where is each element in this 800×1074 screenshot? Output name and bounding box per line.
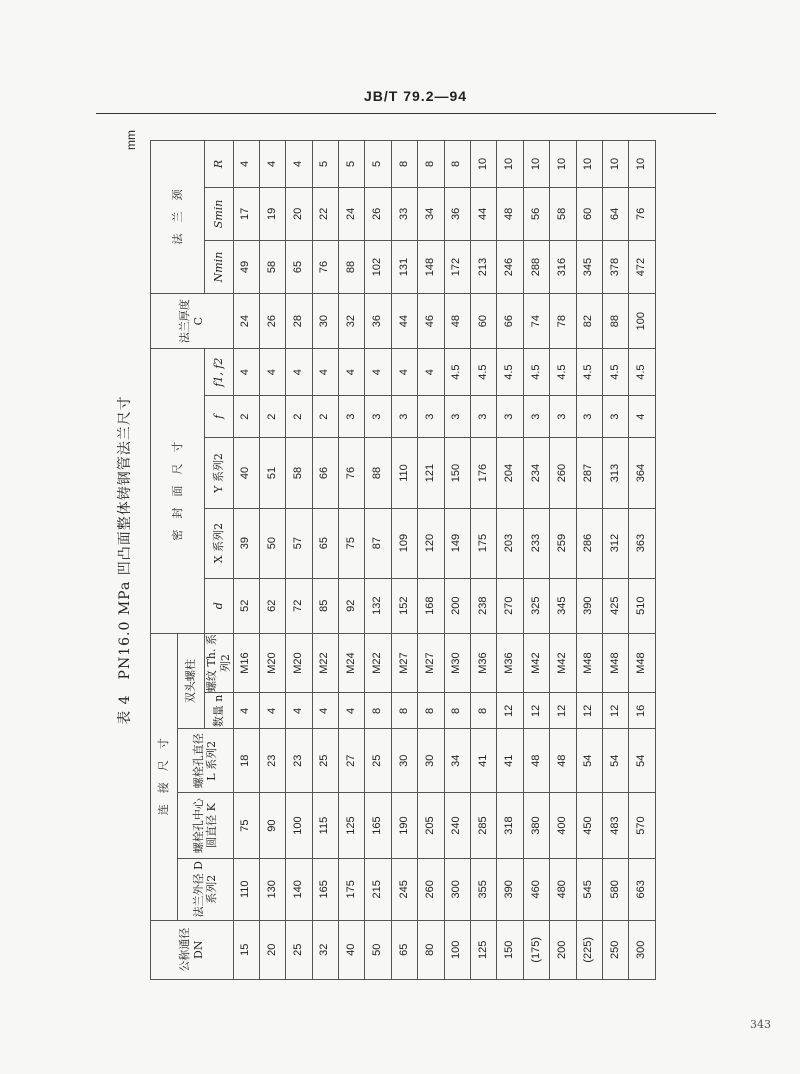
- header-th: 螺纹 Th. 系列2: [205, 634, 232, 693]
- flange-dimension-table: [150, 140, 656, 980]
- table-cell: 64: [602, 187, 628, 240]
- table-cell: 54: [602, 729, 628, 793]
- table-cell: 88: [365, 438, 391, 508]
- table-cell: 4: [418, 349, 444, 396]
- table-cell: 75: [339, 508, 365, 578]
- table-cell: 8: [391, 693, 417, 729]
- table-cell: 60: [576, 187, 602, 240]
- table-cell: 4: [339, 693, 365, 729]
- table-cell: 10: [550, 141, 576, 188]
- table-cell: 25: [312, 729, 338, 793]
- table-cell: 472: [629, 240, 655, 293]
- table-row: [576, 141, 602, 980]
- table-cell: 4: [259, 349, 285, 396]
- table-cell: 131: [391, 240, 417, 293]
- table-cell: 25: [286, 920, 312, 979]
- table-cell: M22: [312, 633, 338, 693]
- table-cell: 48: [523, 729, 549, 793]
- header-f1f2: f1, f2: [205, 349, 234, 396]
- table-cell: 260: [550, 438, 576, 508]
- table-cell: M20: [286, 633, 312, 693]
- table-cell: 663: [629, 858, 655, 920]
- table-cell: (225): [576, 920, 602, 979]
- unit-label: mm: [124, 130, 138, 150]
- table-cell: 4: [629, 396, 655, 438]
- table-cell: 4: [259, 693, 285, 729]
- group-stud: 双头螺柱: [178, 633, 205, 729]
- table-cell: 234: [523, 438, 549, 508]
- table-row: [523, 141, 549, 980]
- table-cell: 3: [576, 396, 602, 438]
- group-sealing: 密 封 面 尺 寸: [151, 349, 205, 634]
- table-cell: 480: [550, 858, 576, 920]
- table-cell: 12: [550, 693, 576, 729]
- table-cell: 50: [259, 508, 285, 578]
- table-cell: 88: [602, 294, 628, 349]
- table-cell: 26: [259, 294, 285, 349]
- table-cell: 50: [365, 920, 391, 979]
- table-cell: 34: [418, 187, 444, 240]
- table-row: [471, 141, 497, 980]
- table-cell: 2: [312, 396, 338, 438]
- table-cell: M42: [550, 633, 576, 693]
- table-cell: 10: [602, 141, 628, 188]
- header-N: Nmin: [205, 240, 234, 293]
- table-cell: 238: [471, 578, 497, 633]
- table-cell: 355: [471, 858, 497, 920]
- table-cell: 8: [444, 141, 470, 188]
- table-cell: 100: [286, 793, 312, 859]
- table-cell: 5: [339, 141, 365, 188]
- table-cell: 10: [629, 141, 655, 188]
- header-dn: 公称通径 DN: [151, 920, 234, 979]
- table-cell: 175: [339, 858, 365, 920]
- table-cell: 8: [418, 693, 444, 729]
- table-cell: 76: [339, 438, 365, 508]
- table-title: 表 4 PN16.0 MPa 凹凸面整体铸钢管法兰尺寸: [117, 395, 133, 725]
- table-cell: 3: [444, 396, 470, 438]
- table-cell: 2: [286, 396, 312, 438]
- table-cell: M27: [418, 633, 444, 693]
- table-cell: 120: [418, 508, 444, 578]
- standard-code: JB/T 79.2—94: [364, 88, 468, 104]
- table-row: [391, 141, 417, 980]
- header-L: 螺栓孔直径 L 系列2: [178, 729, 234, 793]
- table-cell: 150: [497, 920, 523, 979]
- table-cell: 390: [497, 858, 523, 920]
- table-cell: 12: [523, 693, 549, 729]
- table-cell: 4: [259, 141, 285, 188]
- table-cell: 313: [602, 438, 628, 508]
- table-cell: 205: [418, 793, 444, 859]
- table-cell: 17: [233, 187, 259, 240]
- table-cell: M24: [339, 633, 365, 693]
- table-cell: 200: [444, 578, 470, 633]
- table-cell: 121: [418, 438, 444, 508]
- table-row: [233, 141, 259, 980]
- rotated-table-area: [117, 130, 670, 980]
- table-cell: M22: [365, 633, 391, 693]
- table-cell: 27: [339, 729, 365, 793]
- table-cell: 4: [286, 349, 312, 396]
- table-row: [602, 141, 628, 980]
- table-cell: 82: [576, 294, 602, 349]
- table-cell: 66: [312, 438, 338, 508]
- table-cell: 4: [312, 693, 338, 729]
- table-cell: 250: [602, 920, 628, 979]
- table-cell: 80: [418, 920, 444, 979]
- table-cell: 190: [391, 793, 417, 859]
- table-cell: 245: [391, 858, 417, 920]
- table-cell: 12: [497, 693, 523, 729]
- table-cell: 30: [391, 729, 417, 793]
- table-cell: 150: [444, 438, 470, 508]
- table-cell: 3: [497, 396, 523, 438]
- table-cell: 148: [418, 240, 444, 293]
- table-cell: 318: [497, 793, 523, 859]
- table-cell: 51: [259, 438, 285, 508]
- table-cell: 125: [339, 793, 365, 859]
- table-cell: 41: [471, 729, 497, 793]
- table-cell: M16: [233, 633, 259, 693]
- table-cell: 39: [233, 508, 259, 578]
- table-cell: 140: [286, 858, 312, 920]
- table-cell: 425: [602, 578, 628, 633]
- table-cell: 19: [259, 187, 285, 240]
- table-row: [312, 141, 338, 980]
- table-cell: 168: [418, 578, 444, 633]
- table-cell: 12: [602, 693, 628, 729]
- table-cell: 3: [391, 396, 417, 438]
- table-cell: 545: [576, 858, 602, 920]
- table-row: [339, 141, 365, 980]
- table-cell: 5: [365, 141, 391, 188]
- table-cell: 285: [471, 793, 497, 859]
- table-cell: 580: [602, 858, 628, 920]
- table-cell: 110: [233, 858, 259, 920]
- table-cell: 10: [497, 141, 523, 188]
- table-cell: 65: [286, 240, 312, 293]
- table-cell: 48: [550, 729, 576, 793]
- table-cell: 72: [286, 578, 312, 633]
- table-cell: 300: [444, 858, 470, 920]
- table-cell: 260: [418, 858, 444, 920]
- table-cell: 30: [418, 729, 444, 793]
- table-cell: 41: [497, 729, 523, 793]
- table-cell: 10: [576, 141, 602, 188]
- table-cell: 33: [391, 187, 417, 240]
- table-cell: 3: [365, 396, 391, 438]
- table-cell: 16: [629, 693, 655, 729]
- table-row: [444, 141, 470, 980]
- table-cell: 34: [444, 729, 470, 793]
- table-cell: 316: [550, 240, 576, 293]
- table-cell: M36: [497, 633, 523, 693]
- table-cell: 115: [312, 793, 338, 859]
- header-d: d: [205, 578, 234, 633]
- table-cell: 4: [365, 349, 391, 396]
- table-cell: 345: [550, 578, 576, 633]
- table-cell: 10: [471, 141, 497, 188]
- table-cell: 3: [550, 396, 576, 438]
- table-cell: 203: [497, 508, 523, 578]
- table-cell: 5: [312, 141, 338, 188]
- table-cell: 18: [233, 729, 259, 793]
- table-cell: 30: [312, 294, 338, 349]
- table-cell: 8: [418, 141, 444, 188]
- group-flange-neck: 法 兰 颈: [151, 141, 205, 294]
- table-cell: 4.5: [576, 349, 602, 396]
- header-X: X 系列2: [205, 508, 234, 578]
- table-cell: 165: [312, 858, 338, 920]
- table-cell: 100: [629, 294, 655, 349]
- table-cell: 4: [286, 141, 312, 188]
- table-cell: 8: [365, 693, 391, 729]
- table-cell: 44: [391, 294, 417, 349]
- table-cell: 2: [259, 396, 285, 438]
- header-Y: Y 系列2: [205, 438, 234, 508]
- table-cell: 363: [629, 508, 655, 578]
- table-cell: 364: [629, 438, 655, 508]
- table-cell: 58: [286, 438, 312, 508]
- table-body: [233, 141, 655, 980]
- table-cell: 213: [471, 240, 497, 293]
- table-cell: 288: [523, 240, 549, 293]
- table-cell: 300: [629, 920, 655, 979]
- header-C: 法兰厚度 C: [151, 294, 234, 349]
- table-cell: 287: [576, 438, 602, 508]
- table-cell: 36: [365, 294, 391, 349]
- table-cell: 88: [339, 240, 365, 293]
- table-cell: 510: [629, 578, 655, 633]
- table-cell: 8: [471, 693, 497, 729]
- table-cell: 20: [259, 920, 285, 979]
- table-cell: 286: [576, 508, 602, 578]
- table-cell: 92: [339, 578, 365, 633]
- table-cell: 175: [471, 508, 497, 578]
- table-cell: 4.5: [497, 349, 523, 396]
- table-cell: 4: [233, 693, 259, 729]
- table-cell: 22: [312, 187, 338, 240]
- table-cell: 345: [576, 240, 602, 293]
- table-cell: 24: [339, 187, 365, 240]
- table-cell: 325: [523, 578, 549, 633]
- table-cell: 3: [602, 396, 628, 438]
- header-D: 法兰外径 D 系列2: [178, 858, 234, 920]
- table-cell: 23: [259, 729, 285, 793]
- table-cell: 483: [602, 793, 628, 859]
- table-cell: 15: [233, 920, 259, 979]
- table-cell: 32: [312, 920, 338, 979]
- table-cell: 75: [233, 793, 259, 859]
- table-cell: 32: [339, 294, 365, 349]
- table-cell: 570: [629, 793, 655, 859]
- table-cell: 172: [444, 240, 470, 293]
- table-cell: 149: [444, 508, 470, 578]
- table-cell: 109: [391, 508, 417, 578]
- table-cell: 400: [550, 793, 576, 859]
- table-cell: 48: [497, 187, 523, 240]
- table-cell: M20: [259, 633, 285, 693]
- table-cell: 4: [233, 349, 259, 396]
- table-cell: 90: [259, 793, 285, 859]
- table-cell: 20: [286, 187, 312, 240]
- table-cell: 57: [286, 508, 312, 578]
- table-cell: M30: [444, 633, 470, 693]
- table-cell: 100: [444, 920, 470, 979]
- table-cell: 4: [233, 141, 259, 188]
- table-cell: 76: [629, 187, 655, 240]
- table-cell: 4.5: [523, 349, 549, 396]
- table-cell: 125: [471, 920, 497, 979]
- table-cell: 378: [602, 240, 628, 293]
- table-cell: M48: [629, 633, 655, 693]
- table-cell: 49: [233, 240, 259, 293]
- table-cell: 25: [365, 729, 391, 793]
- table-cell: 460: [523, 858, 549, 920]
- table-cell: 152: [391, 578, 417, 633]
- table-cell: 200: [550, 920, 576, 979]
- table-cell: 4.5: [602, 349, 628, 396]
- table-cell: 85: [312, 578, 338, 633]
- table-cell: 4.5: [550, 349, 576, 396]
- table-cell: 23: [286, 729, 312, 793]
- table-cell: M48: [602, 633, 628, 693]
- header-K: 螺栓孔中心圆直径 K: [178, 793, 234, 859]
- header-S: Smin: [205, 187, 234, 240]
- table-row: [550, 141, 576, 980]
- table-cell: 54: [629, 729, 655, 793]
- table-cell: M42: [523, 633, 549, 693]
- table-row: [259, 141, 285, 980]
- table-cell: 204: [497, 438, 523, 508]
- table-cell: 3: [418, 396, 444, 438]
- table-cell: 87: [365, 508, 391, 578]
- table-cell: 4: [312, 349, 338, 396]
- table-cell: 58: [259, 240, 285, 293]
- table-cell: 4.5: [629, 349, 655, 396]
- header-R: R: [205, 141, 234, 188]
- table-cell: 65: [312, 508, 338, 578]
- table-cell: 28: [286, 294, 312, 349]
- table-cell: 130: [259, 858, 285, 920]
- table-cell: 24: [233, 294, 259, 349]
- table-cell: 132: [365, 578, 391, 633]
- table-row: [365, 141, 391, 980]
- table-cell: 240: [444, 793, 470, 859]
- table-cell: 36: [444, 187, 470, 240]
- table-cell: 62: [259, 578, 285, 633]
- table-cell: 66: [497, 294, 523, 349]
- table-cell: 450: [576, 793, 602, 859]
- table-cell: 390: [576, 578, 602, 633]
- table-cell: 176: [471, 438, 497, 508]
- table-cell: 26: [365, 187, 391, 240]
- table-cell: 3: [339, 396, 365, 438]
- table-cell: 76: [312, 240, 338, 293]
- table-cell: 58: [550, 187, 576, 240]
- table-cell: 3: [471, 396, 497, 438]
- page-number: 343: [750, 1018, 771, 1031]
- table-row: [497, 141, 523, 980]
- table-cell: 10: [523, 141, 549, 188]
- table-cell: 52: [233, 578, 259, 633]
- table-cell: 233: [523, 508, 549, 578]
- table-cell: M36: [471, 633, 497, 693]
- table-cell: 312: [602, 508, 628, 578]
- table-cell: (175): [523, 920, 549, 979]
- table-cell: 54: [576, 729, 602, 793]
- table-cell: 110: [391, 438, 417, 508]
- table-cell: 60: [471, 294, 497, 349]
- table-cell: 78: [550, 294, 576, 349]
- table-cell: 40: [339, 920, 365, 979]
- table-cell: 46: [418, 294, 444, 349]
- table-cell: 8: [444, 693, 470, 729]
- table-cell: 48: [444, 294, 470, 349]
- table-cell: 165: [365, 793, 391, 859]
- table-cell: 12: [576, 693, 602, 729]
- table-cell: 74: [523, 294, 549, 349]
- table-cell: 65: [391, 920, 417, 979]
- table-cell: 56: [523, 187, 549, 240]
- table-row: [629, 141, 655, 980]
- table-cell: 2: [233, 396, 259, 438]
- table-cell: 215: [365, 858, 391, 920]
- table-cell: 380: [523, 793, 549, 859]
- table-cell: M27: [391, 633, 417, 693]
- table-cell: 270: [497, 578, 523, 633]
- table-cell: 4: [339, 349, 365, 396]
- table-cell: 8: [391, 141, 417, 188]
- table-cell: 40: [233, 438, 259, 508]
- table-cell: 4.5: [471, 349, 497, 396]
- table-cell: 4: [286, 693, 312, 729]
- table-cell: 4.5: [444, 349, 470, 396]
- header-f: f: [205, 396, 234, 438]
- table-row: [418, 141, 444, 980]
- table-cell: 259: [550, 508, 576, 578]
- group-connection: 连 接 尺 寸: [151, 633, 178, 920]
- table-row: [286, 141, 312, 980]
- header-n: 数量 n: [205, 693, 234, 729]
- table-cell: 246: [497, 240, 523, 293]
- table-cell: 4: [391, 349, 417, 396]
- table-cell: 102: [365, 240, 391, 293]
- table-cell: 3: [523, 396, 549, 438]
- table-cell: 44: [471, 187, 497, 240]
- table-cell: M48: [576, 633, 602, 693]
- header-rule: [96, 113, 716, 114]
